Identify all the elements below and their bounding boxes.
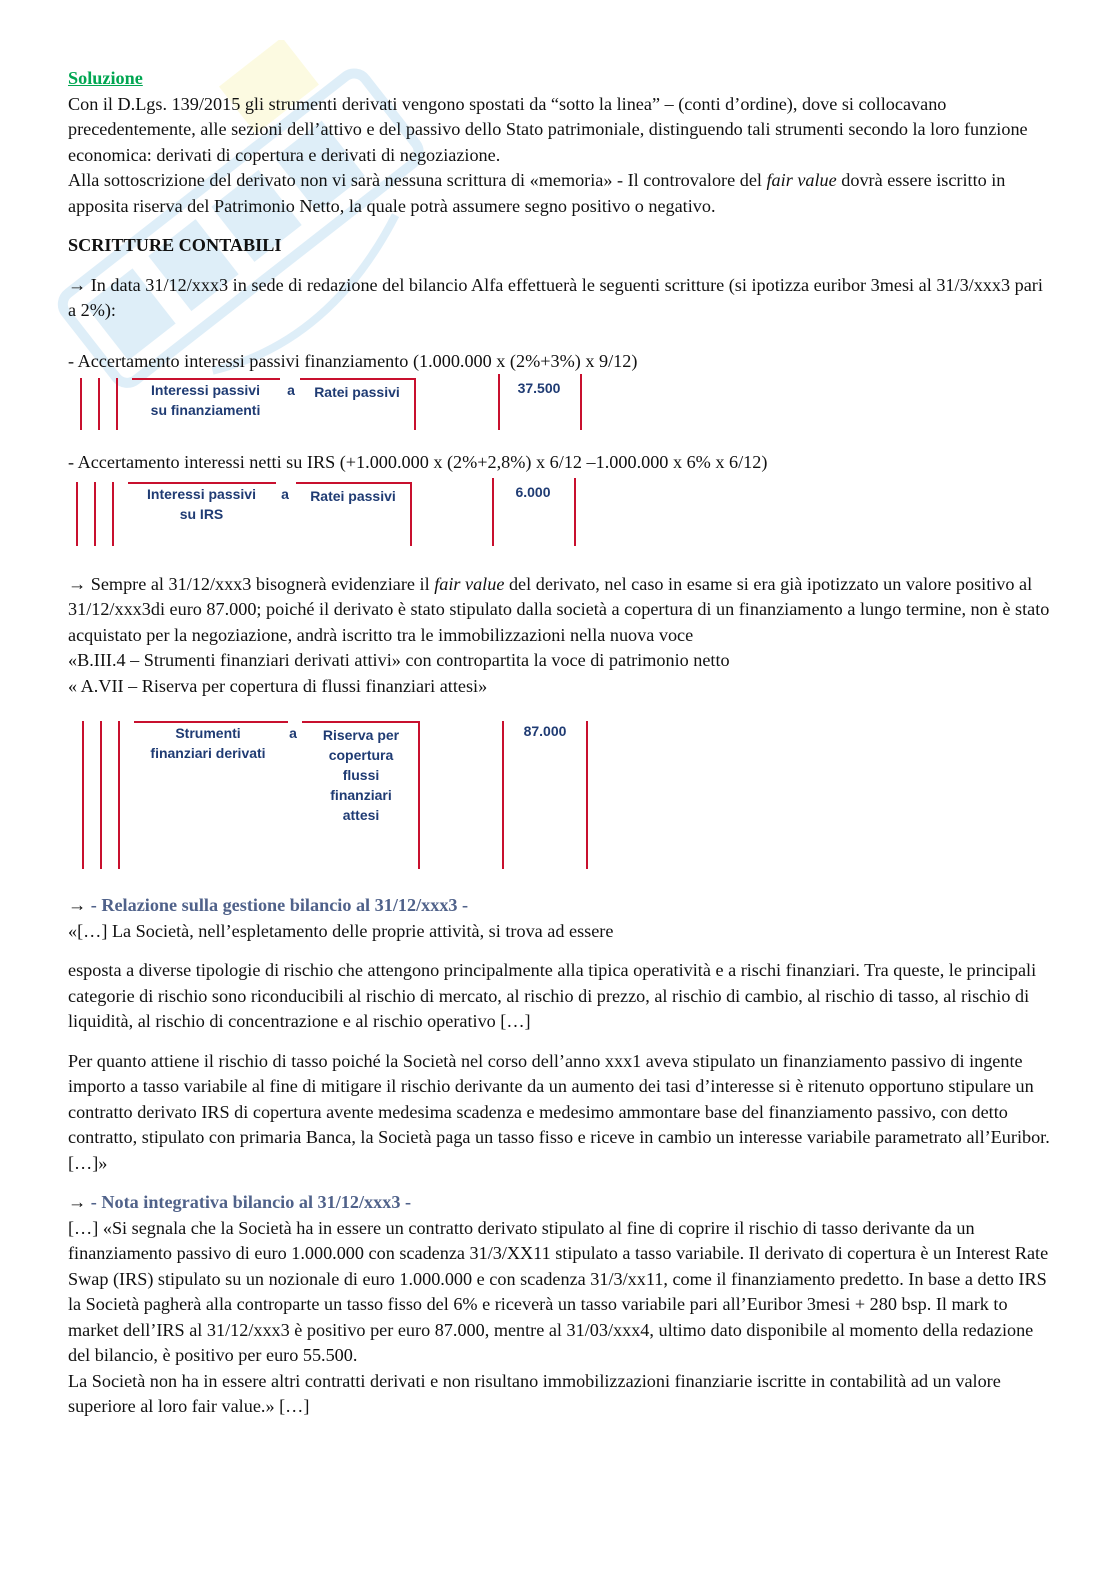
entry3-a: a [289,725,297,741]
relazione-title: → - Relazione sulla gestione bilancio al 31/12/xxx3 - [68,895,469,915]
section-title-scritture: SCRITTURE CONTABILI [68,235,282,255]
journal-entry-3 [68,721,628,881]
entry1-caption: - Accertamento interessi passivi finanziamento (1.000.000 x (2%+3%) x 9/12) [68,350,638,371]
entry1-amount: 37.500 [517,380,561,396]
paragraph-31-12: → In data 31/12/xxx3 in sede di redazione del bilancio Alfa effettuerà le seguenti scritture (si ipotizza euribor 3mesi al 31/3/xxx3 pari a 2%): [68,274,1043,320]
entry2-debit: Interessi passivi su IRS [147,485,256,522]
entry3-amount: 87.000 [523,723,567,739]
nota-paragraph-1: […] «Si segnala che la Società ha in essere un contratto derivato stipulato al fine di coprire il rischio di tasso derivante da un finanziamento passivo di euro 1.000.000 con scadenza 31/3/XX11 stipulato a tasso variabile. Il derivato di copertura è un Interest Rate Swap (IRS) stipulato su un nozionale di euro 1.000.000 e con scadenza 31/3/xx11, come il finanziamento predetto. In base a detto IRS la Società pagherà alla controparte un tasso fisso del 6% e riceverà un tasso variabile pari all’Euribor 3mesi + 280 bsp. Il mark to market dell’IRS al 31/12/xxx3 è positivo per euro 87.000, mentre al 31/03/xxx4, ultimo dato disponibile al momento della redazione del bilancio, è positivo per euro 55.500. [68,1217,1049,1365]
arrow-icon: → [68,895,87,915]
intro-paragraph-2: Alla sottoscrizione del derivato non vi sarà nessuna scrittura di «memoria» - Il controvalore del fair value dovrà essere iscritto in apposita riserva del Patrimonio Netto, la quale potrà assumere segno positivo o negativo. [68,170,1006,216]
journal-entry-2 [68,476,628,552]
document-page [68,66,1053,1420]
entry2-credit: Ratei passivi [310,487,396,504]
entry2-amount: 6.000 [515,483,551,500]
entry2-caption: - Accertamento interessi netti su IRS (+1.000.000 x (2%+2,8%) x 6/12 –1.000.000 x 6% x 6/12) [68,452,768,472]
entry1-debit: Interessi passivi su finanziamenti [150,382,261,418]
entry3-credit: Riserva per copertura flussi finanziari attesi [322,727,400,823]
fair-value-line-3: « A.VII – Riserva per copertura di flussi finanziari attesi» [68,675,488,696]
relazione-paragraph-2: esposta a diverse tipologie di rischio che attengono principalmente alla tipica operatività e a rischi finanziari. Tra queste, le principali categorie di rischio sono riconducibili al rischio di mercato, al rischio di prezzo, al rischio di cambio, al rischio di tasso, al rischio di liquidità, al rischio di concentrazione e al rischio operativo […] [68,960,1037,1031]
entry2-a: a [281,485,289,502]
fair-value-paragraph: → Sempre al 31/12/xxx3 bisognerà evidenziare il fair value del derivato, nel caso in esame si era già ipotizzato un valore positivo al 31/12/xxx3di euro 87.000; poiché il derivato è stato stipulato dalla società a copertura di un finanziamento a lungo termine, non è stato acquistato per la negoziazione, andrà iscritto tra le immobilizzazioni nella nuova voce [68,573,1050,645]
arrow-icon: → [68,573,87,594]
nota-title: → - Nota integrativa bilancio al 31/12/xxx3 - [68,1192,412,1212]
intro-paragraph-1: Con il D.Lgs. 139/2015 gli strumenti derivati vengono spostati da “sotto la linea” – (conti d’ordine), dove si collocavano precedentemente, alle sezioni dell’attivo e del passivo dello Stato patrimoniale, distinguendo tali strumenti secondo la loro funzione economica: derivati di copertura e derivati di negoziazione. [68,93,1028,165]
arrow-icon: → [68,1192,87,1212]
entry1-credit: Ratei passivi [314,384,400,400]
arrow-icon: → [68,274,87,295]
relazione-paragraph-3: Per quanto attiene il rischio di tasso poiché la Società nel corso dell’anno xxx1 aveva stipulato un finanziamento passivo di ingente importo a tasso variabile al fine di mitigare il rischio derivante da un aumento dei tasi d’interesse si è ritenuto opportuno stipulare un contratto derivato IRS di copertura avente medesima scadenza e medesimo ammontare base del finanziamento passivo, con detto contratto, stipulato con primaria Banca, la Società paga un tasso fisso e riceve in cambio un interesse variabile parametrato all’Euribor. […]» [68,1050,1050,1173]
journal-entry-1 [68,374,628,438]
relazione-paragraph-1: «[…] La Società, nell’espletamento delle proprie attività, si trova ad essere [68,920,614,941]
entry3-debit: Strumenti finanziari derivati [150,725,266,761]
entry1-a: a [287,382,295,398]
nota-paragraph-2: La Società non ha in essere altri contratti derivati e non risultano immobilizzazioni finanziarie iscritte in contabilità ad un valore superiore al loro fair value.» […] [68,1370,1001,1416]
fair-value-line-2: «B.III.4 – Strumenti finanziari derivati attivi» con contropartita la voce di patrimonio netto [68,650,730,670]
page-title: Soluzione [68,68,143,88]
